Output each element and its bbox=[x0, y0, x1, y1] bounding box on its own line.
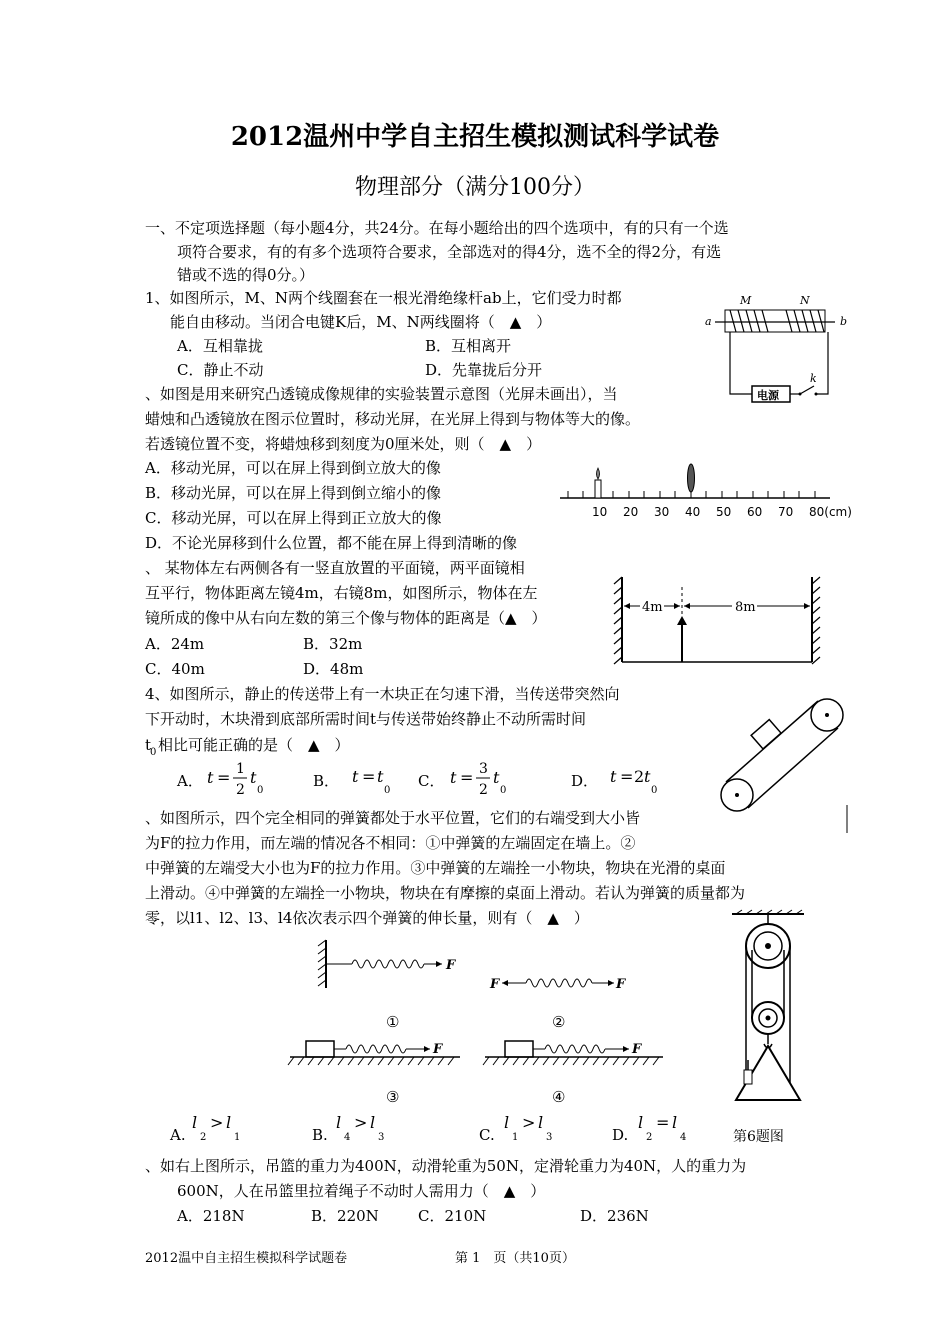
q1-line2: 能自由移动。当闭合电键K后，M、N两线圈将（ ▲ ） bbox=[170, 313, 552, 331]
q3-option-d: D．48m bbox=[303, 660, 364, 678]
optical-bench-figure bbox=[558, 458, 858, 528]
coil-circuit-figure bbox=[700, 292, 850, 412]
q5-option-a-formula bbox=[190, 1112, 250, 1144]
q3-option-a: A．24m bbox=[145, 635, 205, 653]
q5-line1: 、如图所示，四个完全相同的弹簧都处于水平位置，它们的右端受到大小皆 bbox=[145, 809, 641, 827]
svg-text:4: 4 bbox=[344, 1132, 351, 1143]
svg-text:0: 0 bbox=[500, 785, 507, 796]
ruler-tick-50: 50 bbox=[716, 505, 732, 519]
q2-option-d: D．不论光屏移到什么位置，都不能在屏上得到清晰的像 bbox=[145, 534, 518, 552]
q1-option-a: A．互相靠拢 bbox=[177, 337, 263, 355]
page-title: 2012温州中学自主招生模拟测试科学试卷 bbox=[230, 122, 720, 152]
svg-text:t: t bbox=[250, 768, 257, 787]
svg-text:=: = bbox=[620, 767, 634, 786]
rod-a-label: a bbox=[705, 315, 712, 328]
switch-k-label: k bbox=[810, 372, 817, 385]
spring1-force-label: F bbox=[446, 958, 456, 973]
right-distance-label: 8m bbox=[735, 600, 756, 615]
svg-text:t: t bbox=[644, 767, 651, 786]
q2-line2: 蜡烛和凸透镜放在图示位置时，移动光屏，在光屏上得到与物体等大的像。 bbox=[145, 410, 641, 428]
spring-figure-1 bbox=[318, 938, 468, 993]
spring-figure-3 bbox=[288, 1035, 463, 1075]
power-source-label: 电源 bbox=[757, 389, 779, 402]
svg-text:4: 4 bbox=[680, 1132, 687, 1143]
q3-option-b: B．32m bbox=[303, 635, 363, 653]
svg-text:1: 1 bbox=[236, 761, 245, 777]
svg-text:=: = bbox=[460, 768, 474, 787]
q2-option-a: A．移动光屏，可以在屏上得到倒立放大的像 bbox=[145, 459, 441, 477]
svg-text:t: t bbox=[352, 767, 359, 786]
spring3-force-label: F bbox=[433, 1042, 443, 1057]
q6-line1: 、如右上图所示，吊篮的重力为400N，动滑轮重为50N，定滑轮重力为40N，人的重力为 bbox=[145, 1157, 747, 1175]
q3-line2: 互平行，物体距离左镜4m，右镜8m，如图所示，物体在左 bbox=[145, 584, 538, 602]
q5-option-c: C. bbox=[479, 1126, 495, 1144]
q4-option-c: C． bbox=[418, 772, 445, 790]
page-subtitle: 物理部分（满分100分） bbox=[355, 175, 595, 200]
coil-n-label: N bbox=[800, 294, 810, 307]
q3-line1: 、 某物体左右两侧各有一竖直放置的平面镜，两平面镜相 bbox=[145, 559, 525, 577]
svg-text:l: l bbox=[672, 1113, 678, 1132]
parallel-mirrors-figure bbox=[612, 572, 827, 667]
q5-line4: 上滑动。④中弹簧的左端拴一小物块，物块在有摩擦的桌面上滑动。若认为弹簧的质量都为 bbox=[145, 884, 746, 902]
svg-text:l: l bbox=[538, 1113, 544, 1132]
ruler-tick-20: 20 bbox=[623, 505, 639, 519]
svg-text:t: t bbox=[207, 768, 214, 787]
svg-text:l: l bbox=[370, 1113, 376, 1132]
q4-t0-symbol: t bbox=[145, 736, 152, 754]
svg-text:>: > bbox=[210, 1113, 224, 1132]
svg-text:0: 0 bbox=[257, 785, 264, 796]
svg-text:>: > bbox=[522, 1113, 536, 1132]
q1-option-c: C．静止不动 bbox=[177, 361, 264, 379]
q6-option-a: A．218N bbox=[177, 1207, 245, 1225]
svg-text:0: 0 bbox=[384, 785, 391, 796]
svg-text:t: t bbox=[450, 768, 457, 787]
svg-text:>: > bbox=[354, 1113, 368, 1132]
q2-option-c: C．移动光屏，可以在屏上得到正立放大的像 bbox=[145, 509, 442, 527]
q4-option-d: D． bbox=[571, 772, 599, 790]
ruler-tick-40: 40 bbox=[685, 505, 701, 519]
svg-text:=: = bbox=[217, 768, 231, 787]
q1-option-d: D．先靠拢后分开 bbox=[425, 361, 543, 379]
q5-line3: 中弹簧的左端受大小也为F的拉力作用。③中弹簧的左端拴一小物块，物块在光滑的桌面 bbox=[145, 859, 726, 877]
spring-label-3: ③ bbox=[386, 1088, 400, 1106]
svg-text:l: l bbox=[638, 1113, 644, 1132]
q5-option-d-formula bbox=[636, 1112, 696, 1144]
coil-m-label: M bbox=[740, 294, 752, 307]
q4-option-c-formula bbox=[448, 758, 508, 808]
ruler-tick-70: 70 bbox=[778, 505, 794, 519]
section-instruction-line2: 项符合要求，有的有多个选项符合要求，全部选对的得4分，选不全的得2分，有选 bbox=[177, 243, 722, 261]
q4-option-a-formula bbox=[205, 758, 265, 808]
svg-text:3: 3 bbox=[378, 1132, 385, 1143]
svg-text:0: 0 bbox=[651, 785, 658, 796]
q4-line2: 下开动时，木块滑到底部所需时间t与传送带始终静止不动所需时间 bbox=[145, 710, 587, 728]
ruler-tick-10: 10 bbox=[592, 505, 608, 519]
q2-option-b: B．移动光屏，可以在屏上得到倒立缩小的像 bbox=[145, 484, 442, 502]
q6-option-b: B．220N bbox=[311, 1207, 379, 1225]
rod-b-label: b bbox=[840, 315, 848, 328]
q4-line1: 4、如图所示，静止的传送带上有一木块正在匀速下滑，当传送带突然向 bbox=[145, 685, 620, 703]
svg-text:=: = bbox=[656, 1113, 670, 1132]
spring-figure-4 bbox=[483, 1035, 668, 1075]
q5-option-d: D. bbox=[612, 1126, 629, 1144]
svg-text:=: = bbox=[362, 767, 376, 786]
svg-text:2: 2 bbox=[479, 782, 488, 798]
svg-text:2: 2 bbox=[646, 1132, 653, 1143]
q6-option-d: D．236N bbox=[580, 1207, 649, 1225]
spring2-right-force-label: F bbox=[616, 977, 626, 992]
footer-left: 2012温中自主招生模拟科学试题卷 bbox=[145, 1251, 348, 1266]
spring4-force-label: F bbox=[632, 1042, 642, 1057]
spring-label-2: ② bbox=[552, 1013, 566, 1031]
ruler-tick-80: 80(cm) bbox=[809, 505, 852, 519]
q1-line1: 1、如图所示，M、N两个线圈套在一根光滑绝缘杆ab上，它们受力时都 bbox=[145, 289, 622, 307]
q2-line3: 若透镜位置不变，将蜡烛移到刻度为0厘米处，则（ ▲ ） bbox=[145, 435, 542, 453]
svg-text:l: l bbox=[226, 1113, 232, 1132]
section-instruction-line3: 错或不选的得0分。） bbox=[177, 266, 315, 284]
ruler-tick-60: 60 bbox=[747, 505, 763, 519]
q4-option-d-formula bbox=[608, 762, 668, 802]
ruler-tick-30: 30 bbox=[654, 505, 670, 519]
q4-line3: 相比可能正确的是（ ▲ ） bbox=[158, 736, 350, 754]
q4-t0-subscript: 0 bbox=[150, 747, 157, 758]
conveyor-belt-figure bbox=[715, 695, 855, 825]
svg-text:l: l bbox=[504, 1113, 510, 1132]
q5-line2: 为F的拉力作用，而左端的情况各不相同：①中弹簧的左端固定在墙上。② bbox=[145, 834, 636, 852]
left-distance-label: 4m bbox=[642, 600, 663, 615]
q4-option-a: A． bbox=[177, 772, 203, 790]
svg-text:t: t bbox=[610, 767, 617, 786]
svg-text:2: 2 bbox=[634, 767, 645, 786]
spring-label-1: ① bbox=[386, 1013, 400, 1031]
svg-text:3: 3 bbox=[479, 761, 488, 777]
q5-option-c-formula bbox=[502, 1112, 562, 1144]
svg-text:t: t bbox=[493, 768, 500, 787]
spring2-left-force-label: F bbox=[490, 977, 500, 992]
svg-text:2: 2 bbox=[236, 782, 245, 798]
q5-option-a: A. bbox=[170, 1126, 186, 1144]
q4-option-b-formula bbox=[350, 762, 400, 802]
svg-text:3: 3 bbox=[546, 1132, 553, 1143]
footer-page-number: 第 1 页（共10页） bbox=[455, 1251, 575, 1266]
q5-option-b: B. bbox=[312, 1126, 328, 1144]
spring-label-4: ④ bbox=[552, 1088, 566, 1106]
q6-figure-caption: 第6题图 bbox=[733, 1129, 784, 1145]
svg-text:1: 1 bbox=[234, 1132, 241, 1143]
section-instruction-line1: 一、不定项选择题（每小题4分，共24分。在每小题给出的四个选项中，有的只有一个选 bbox=[145, 219, 729, 237]
svg-text:l: l bbox=[192, 1113, 198, 1132]
q5-option-b-formula bbox=[334, 1112, 394, 1144]
q3-option-c: C．40m bbox=[145, 660, 205, 678]
svg-text:l: l bbox=[336, 1113, 342, 1132]
svg-text:2: 2 bbox=[200, 1132, 207, 1143]
q2-line1: 、如图是用来研究凸透镜成像规律的实验装置示意图（光屏未画出），当 bbox=[145, 385, 618, 403]
q1-option-b: B．互相离开 bbox=[425, 337, 512, 355]
spring-figure-2 bbox=[488, 970, 638, 1000]
q4-option-b: B． bbox=[313, 772, 340, 790]
q6-option-c: C．210N bbox=[418, 1207, 487, 1225]
svg-text:t: t bbox=[377, 767, 384, 786]
q5-line5: 零，以l1、l2、l3、l4依次表示四个弹簧的伸长量，则有（ ▲ ） bbox=[145, 909, 589, 927]
pulley-basket-figure bbox=[728, 910, 808, 1120]
q3-line3: 镜所成的像中从右向左数的第三个像与物体的距离是（▲ ） bbox=[145, 609, 547, 627]
q6-line2: 600N，人在吊篮里拉着绳子不动时人需用力（ ▲ ） bbox=[177, 1182, 546, 1200]
svg-text:1: 1 bbox=[512, 1132, 519, 1143]
